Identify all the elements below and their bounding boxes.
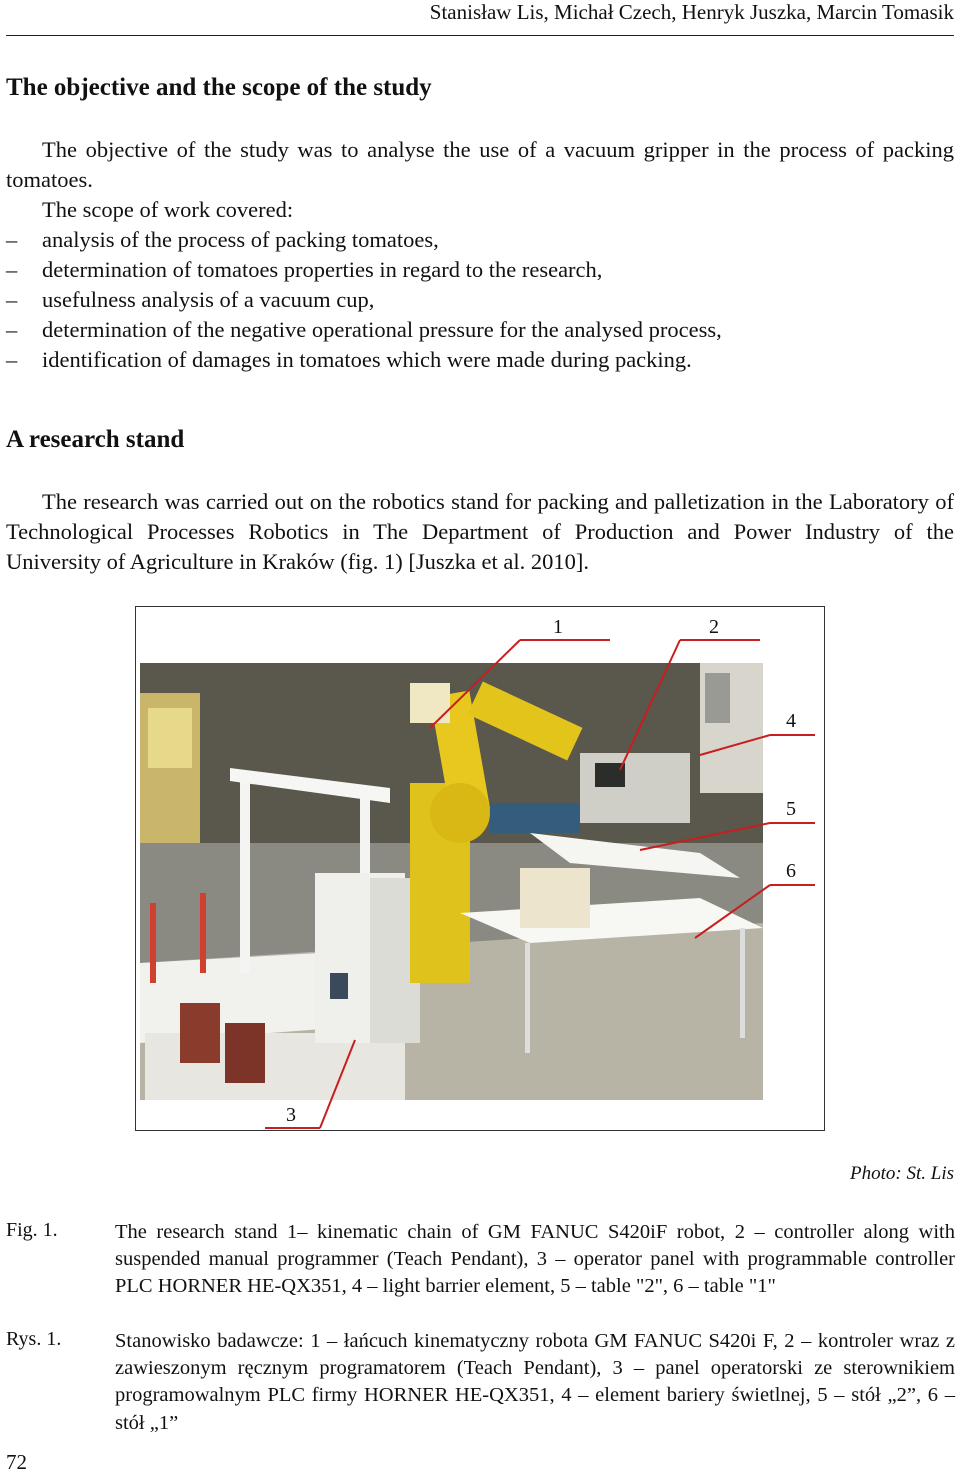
callout-label-3: 3	[286, 1104, 296, 1126]
callout-label-6: 6	[786, 860, 796, 882]
callout-label-1: 1	[553, 616, 563, 638]
scope-list	[6, 225, 954, 375]
objective-paragraph: The objective of the study was to analyse the use of a vacuum gripper in the process of packing tomatoes.	[6, 137, 954, 192]
callout-label-4: 4	[786, 710, 796, 732]
scope-list-item: – determination of tomatoes properties in regard to the research,	[6, 257, 603, 282]
scope-list-item: – determination of the negative operational pressure for the analysed process,	[6, 317, 722, 342]
page-number: 72	[6, 1450, 27, 1474]
caption-text-en: The research stand 1– kinematic chain of GM FANUC S420iF robot, 2 – controller along with suspended manual programmer (Teach Pendant), 3 – operator panel with programmable controller PLC HORNER HE-QX351, 4 – light barrier element, 5 – table "2", 6 – table "1"	[115, 1221, 955, 1298]
page-header-authors: Stanisław Lis, Michał Czech, Henryk Juszka, Marcin Tomasik	[429, 0, 954, 24]
scope-list-item: – identification of damages in tomatoes which were made during packing.	[6, 347, 692, 372]
photo-illustration	[140, 663, 763, 1100]
section-heading-research-stand: A research stand	[6, 426, 185, 453]
photo-credit: Photo: St. Lis	[850, 1163, 954, 1184]
caption-text-pl: Stanowisko badawcze: 1 – łańcuch kinematyczny robota GM FANUC S420i F, 2 – kontroler wraz z zawieszonym ręcznym programatorem (Teach Pendant), 3 – panel operatorski ze sterownikiem programowalnym PLC firmy HORNER HE-QX351, 4 – element bariery świetlnej, 5 – stół „2”, 6 – stół „1”	[115, 1330, 955, 1434]
callout-label-5: 5	[786, 798, 796, 820]
scope-intro: The scope of work covered:	[42, 197, 294, 222]
scope-list-item: – analysis of the process of packing tomatoes,	[6, 227, 439, 252]
scope-list-item: – usefulness analysis of a vacuum cup,	[6, 287, 375, 312]
section-heading-objective: The objective and the scope of the study	[6, 74, 432, 101]
header-rule	[6, 35, 954, 36]
research-stand-photo	[140, 663, 763, 1100]
callout-label-2: 2	[709, 616, 719, 638]
caption-label-en: Fig. 1.	[6, 1219, 58, 1241]
caption-label-pl: Rys. 1.	[6, 1328, 62, 1350]
research-stand-paragraph: The research was carried out on the robotics stand for packing and palletization in the Laboratory of Technological Processes Robotics in The Department of Production and Power Industry of the University of Agriculture in Kraków (fig. 1) [Juszka et al. 2010].	[6, 489, 954, 574]
